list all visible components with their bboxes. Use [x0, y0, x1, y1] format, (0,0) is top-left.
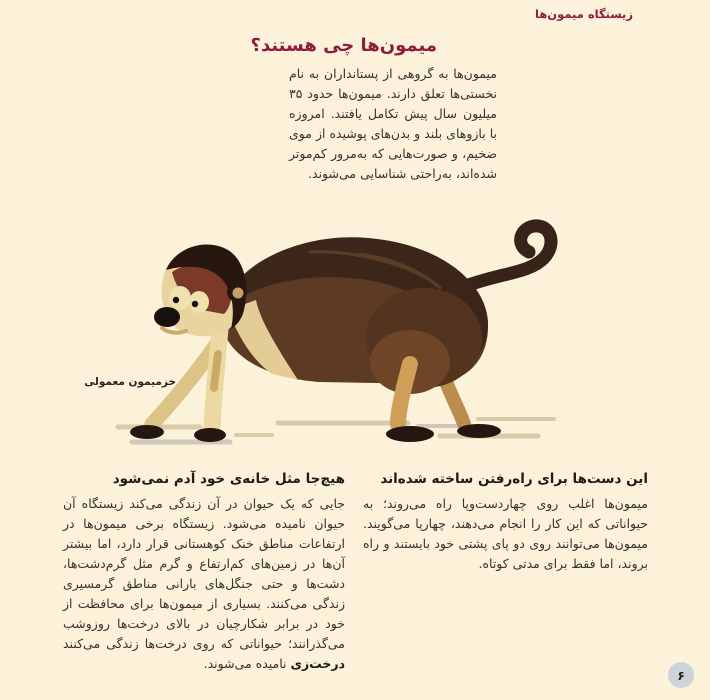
monkey-caption: خزمیمون معمولی — [84, 376, 176, 388]
monkey-illustration — [110, 214, 560, 454]
monkey-tail — [460, 226, 551, 288]
habitat-text-end: نامیده می‌شوند. — [203, 656, 291, 671]
section-hands-heading: این دست‌ها برای راه‌رفتن ساخته شده‌اند — [380, 471, 648, 487]
section-hands-body: میمون‌ها اغلب روی چهاردست‌وپا راه می‌روند؛ به حیواناتی که این کار را انجام می‌دهند، چهارپا می‌گویند. میمون‌ها می‌توانند روی دو پای پشتی خود بایستند و راه بروند، اما فقط برای مدتی کوتاه. — [363, 496, 648, 571]
intro-paragraph: میمون‌ها به گروهی از پستانداران به نام نخستی‌ها تعلق دارند. میمون‌ها حدود ۳۵ میلیون سال پیش تکامل یافتند. امروزه با بازوهای بلند و بدن‌های پوشیده از موی ضخیم، و صورت‌هایی که به‌مرور کم‌موتر شده‌اند، به‌راحتی شناسایی می‌شوند. — [289, 66, 497, 181]
section-hands — [363, 471, 648, 574]
monkey-head — [154, 244, 247, 336]
page-number: ۶ — [677, 667, 685, 683]
habitat-text-start: جایی که یک حیوان در آن زندگی می‌کند زیستگاه آن حیوان نامیده می‌شود. زیستگاه برخی میمون‌ها در ارتفاعات مناطق خنک کوهستانی قرار دارد، اما بیشتر آن‌ها در زمین‌های کم‌ارتفاع و گرم مثل گرم‌دشت‌ها، دشت‌ها و حتی جنگل‌های بارانی مناطق گرمسیری زندگی می‌کنند. بسیاری از میمون‌ها برای محافظت از خود در برابر شکارچیان در بالای درخت‌ها روزوشب می‌گذرانند؛ حیواناتی که روی درخت‌ها زندگی می‌کنند — [63, 496, 345, 651]
section-habitat-heading: هیچ‌جا مثل خانه‌ی خود آدم نمی‌شود — [112, 471, 345, 487]
section-habitat — [63, 471, 345, 674]
squirrel-monkey-icon — [110, 214, 560, 454]
section-habitat-body — [63, 494, 345, 674]
page-title: میمون‌ها چی هستند؟ — [250, 35, 437, 56]
page-number-badge — [668, 662, 694, 688]
habitat-bold-term: درخت‌زی — [290, 656, 345, 671]
running-head: زیستگاه میمون‌ها — [535, 7, 633, 21]
